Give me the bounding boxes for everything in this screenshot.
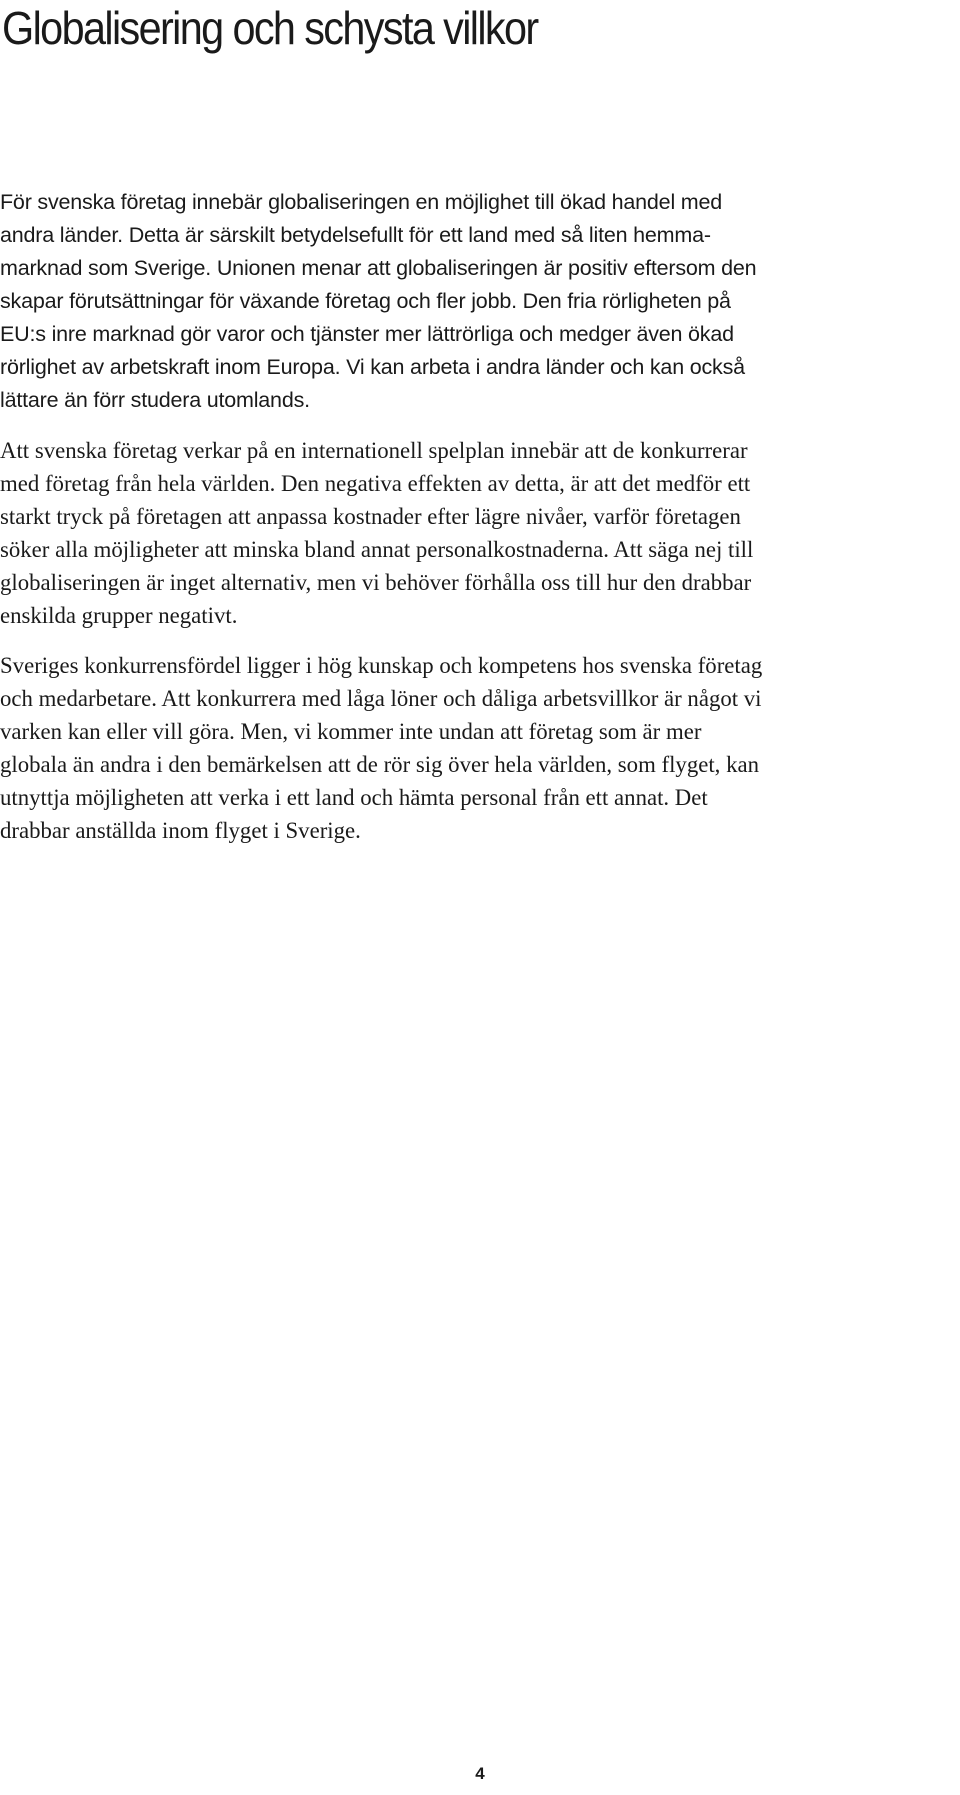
paragraph-line: drabbar anställda inom flyget i Sverige. <box>0 818 361 843</box>
paragraph-line: Sveriges konkurrensfördel ligger i hög kunskap och kompetens hos svenska företag <box>0 653 763 678</box>
paragraph-line: globala än andra i den bemärkelsen att de rör sig över hela världen, som flyget, kan <box>0 752 759 777</box>
paragraph-line: utnyttja möjligheten att verka i ett land och hämta personal från ett annat. Det <box>0 785 708 810</box>
paragraph-line: med företag från hela världen. Den negativa effekten av detta, är att det medför ett <box>0 471 751 496</box>
paragraph-line: skapar förutsättningar för växande företag och fler jobb. Den fria rörligheten på <box>0 289 731 313</box>
paragraph-line: och medarbetare. Att konkurrera med låga löner och dåliga arbetsvillkor är något vi <box>0 686 762 711</box>
body-text <box>0 186 948 847</box>
paragraph-3 <box>0 649 948 847</box>
paragraph-line: söker alla möjligheter att minska bland annat personalkostnaderna. Att säga nej till <box>0 537 754 562</box>
paragraph-line: lättare än förr studera utomlands. <box>0 388 310 412</box>
paragraph-line: globaliseringen är inget alternativ, men vi behöver förhålla oss till hur den drabbar <box>0 570 752 595</box>
paragraph-1 <box>0 186 948 417</box>
page-title: Globalisering och schysta villkor <box>2 2 538 54</box>
page-number: 4 <box>475 1764 485 1783</box>
paragraph-line: starkt tryck på företagen att anpassa kostnader efter lägre nivåer, varför företagen <box>0 504 741 529</box>
paragraph-line: rörlighet av arbetskraft inom Europa. Vi kan arbeta i andra länder och kan också <box>0 355 745 379</box>
paragraph-2 <box>0 434 948 632</box>
paragraph-line: marknad som Sverige. Unionen menar att globaliseringen är positiv eftersom den <box>0 256 757 280</box>
paragraph-line: EU:s inre marknad gör varor och tjänster mer lättrörliga och medger även ökad <box>0 322 734 346</box>
paragraph-line: Att svenska företag verkar på en internationell spelplan innebär att de konkurrerar <box>0 438 748 463</box>
paragraph-line: För svenska företag innebär globaliseringen en möjlighet till ökad handel med <box>0 190 723 214</box>
paragraph-line: enskilda grupper negativt. <box>0 603 238 628</box>
paragraph-line: andra länder. Detta är särskilt betydelsefullt för ett land med så liten hemma- <box>0 223 711 247</box>
paragraph-line: varken kan eller vill göra. Men, vi kommer inte undan att företag som är mer <box>0 719 702 744</box>
